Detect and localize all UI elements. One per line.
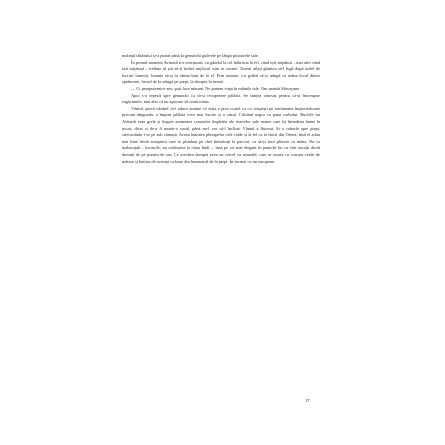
paragraph: — O, preaputernice zeu, poți face minuni. Ne punem viața în mâinile tale. Om namah Shivayane. <box>131 85 301 91</box>
paragraph: În primul moment Avinash n-a reacționat, cu gândul la cel îmbrăcat la fel, când ești stăpânul – mai ales când ești stăpânul – trebuie să știi să-ți închei mijlocul cum se cuvine. Tinerii aflați ghinion să-l fugă după astfel de lucruri lumești. Inainte să-și ia rămas-bun de la el. Prin urmare, s-a grăbit să-și atingă cu mâna locul dintre sprâncene, lucrul de la stângă pe piept, la dreapta în inimă. <box>122 59 320 85</box>
paragraph: Vântul, parcă văzând că-i aduce aminte că viața e prea scurtă ca s-o risipești pe sentimente împovărătoare precum tânguiala, a împins pălăria ceva mai încolo și a căzut. Călcând negru cu pana corbului. Buclele lui Avinash erau grele și bogate asemenea coarnelor împletite ale tinerelor sale mame care își întindeau haine la uscat; chiar și de-a fi numit-o vasul, până nu-l vor să-l înclină. Vântul a fluierat. Și a coborât spre piept, strecurându-i-se pe sub cămașă. Aveau înaintea pleoapelor cele calde și la fel ca la slavii din Orient, însă el arăta mai bine decât europenii care se plimbau pe chei îmbrăcați la parcuri, ca să-și facă plăcere cu mâna. Nu ca maharajah – lucrurile, nu cultivarea la clasa întâi –, însă pe cei mai elegant în pantofii lui cu vârf ascuțit decât domnii de pe puntea de sus. Le urechea dreaptă avea un cercel cu smarald, care se asorta cu cravata verde de mătase și batista de aceeași culoare din buzunarul de la piept. În-tocmai ca un european. <box>122 105 320 164</box>
body-text <box>122 53 320 165</box>
paragraph: Apoi s-a repezit spre genunchi ca să-și recupereze pălăria. Se simțea vinovat pentru că-și întrerupse rugăciunile, mai ales că nu apucase să ceară nimic. <box>122 92 320 105</box>
page-number: 17 <box>305 398 310 403</box>
paragraph: mdonul tânărului și-a purtat până la genunchi gulerele pe lângă picioarele sale. <box>122 53 259 58</box>
